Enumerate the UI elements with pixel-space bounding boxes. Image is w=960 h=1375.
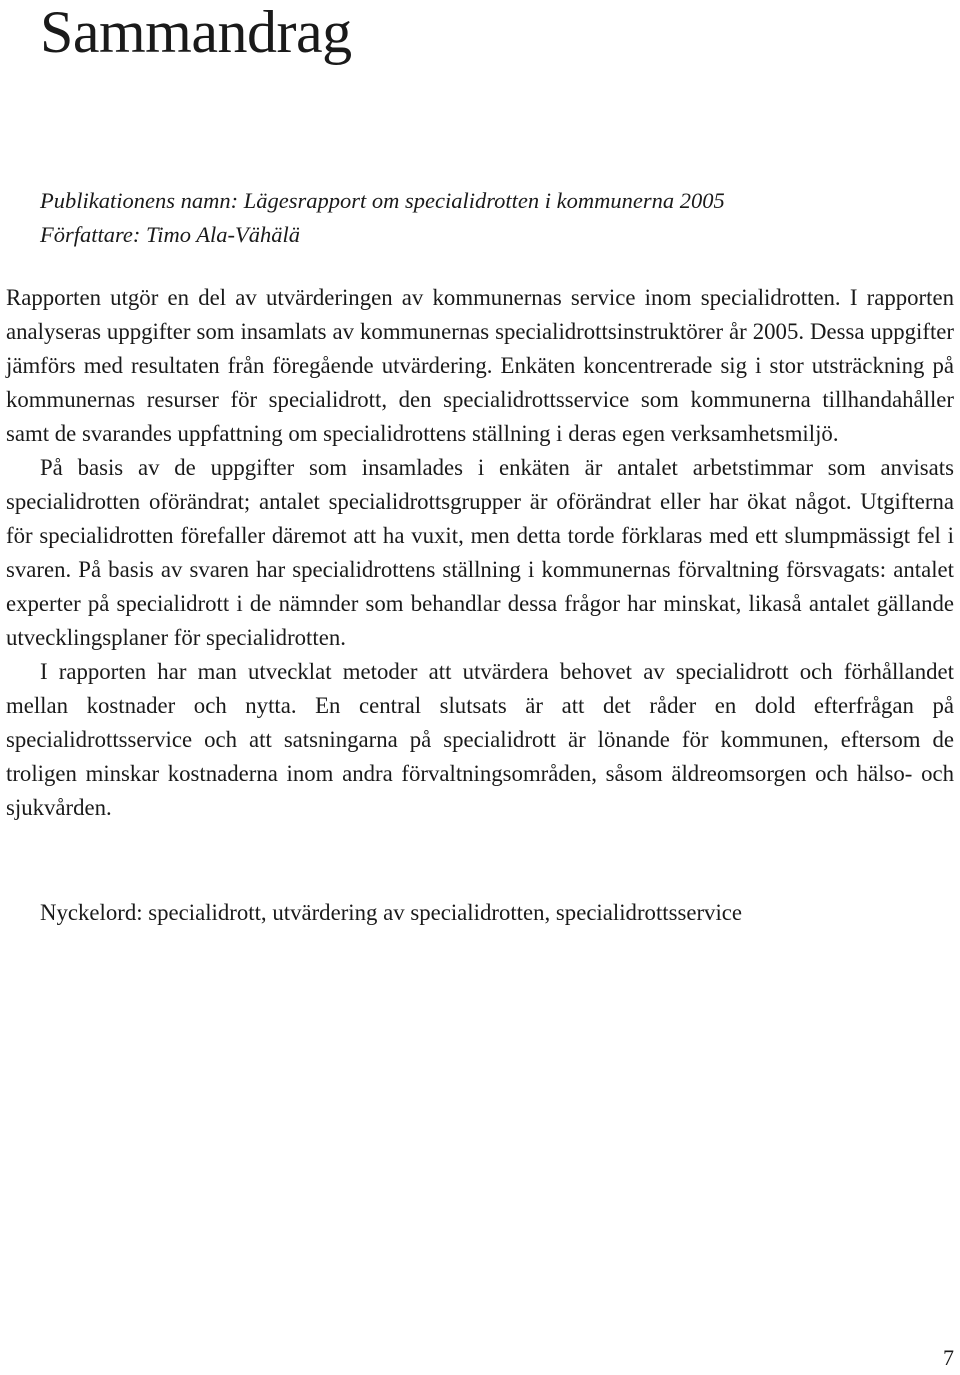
page-number: 7 <box>943 1345 954 1370</box>
summary-body <box>6 281 954 825</box>
paragraph-1: Rapporten utgör en del av utvärderingen av kommunernas service inom specialidrotten. I rapporten analyseras uppgifter som insamlats av kommunernas specialidrottsinstruktörer år 2005. Dessa uppgifter jämförs med resultaten från föregående utvärdering. Enkäten koncentrerade sig i stor utsträckning på kommunernas resurser för specialidrott, den specialidrottsservice som kommunerna tillhandahåller samt de svarandes uppfattning om specialidrottens ställning i deras egen verksamhetsmiljö. <box>6 285 954 446</box>
paragraph-3: I rapporten har man utvecklat metoder att utvärdera behovet av specialidrott och förhållandet mellan kostnader och nytta. En central slutsats är att det råder en dold efterfrågan på specialidrottsservice och att satsningarna på specialidrott är lönande för kommunen, eftersom de troligen minskar kostnaderna inom andra förvaltningsområden, såsom äldreomsorgen och hälso- och sjukvården. <box>6 659 954 820</box>
publication-name: Publikationens namn: Lägesrapport om specialidrotten i kommunerna 2005 <box>40 188 725 213</box>
author-line: Författare: Timo Ala-Vähälä <box>40 222 301 247</box>
page-title: Sammandrag <box>40 0 352 65</box>
keywords-line: Nyckelord: specialidrott, utvärdering av specialidrotten, specialidrottsservice <box>40 900 743 925</box>
publication-meta <box>40 184 940 252</box>
paragraph-2: På basis av de uppgifter som insamlades i enkäten är antalet arbetstimmar som anvisats specialidrotten oförändrat; antalet specialidrottsgrupper är oförändrat eller har ökat något. Utgifterna för specialidrotten förefaller däremot att ha vuxit, men detta torde förklaras med ett slumpmässigt fel i svaren. På basis av svaren har specialidrottens ställning i kommunernas förvaltning försvagats: antalet experter på specialidrott i de nämnder som behandlar dessa frågor har minskat, likaså antalet gällande utvecklingsplaner för specialidrotten. <box>6 455 954 650</box>
